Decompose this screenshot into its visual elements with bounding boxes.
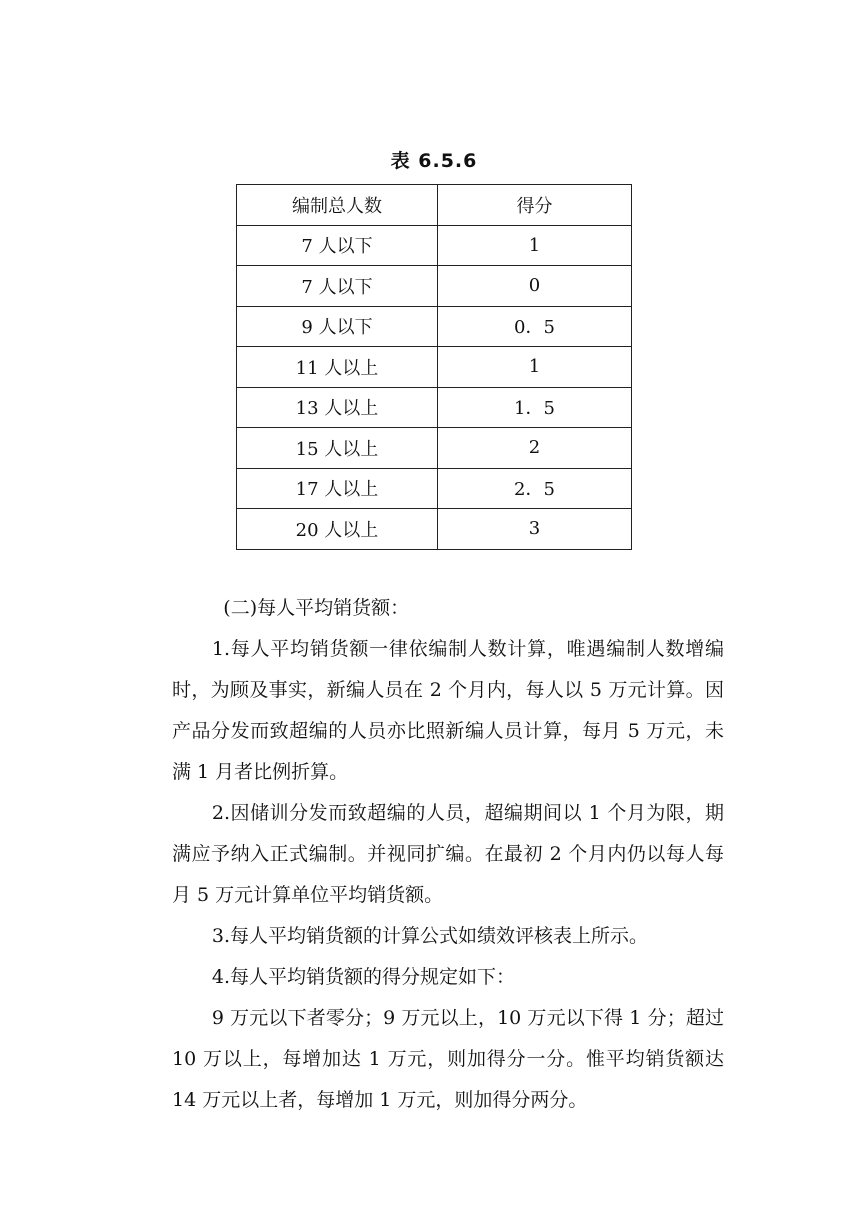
- table-row: [237, 266, 632, 307]
- table-row: [237, 387, 632, 428]
- body-text: [172, 588, 724, 1121]
- cell-headcount: 7 人以下: [237, 266, 438, 307]
- score-table: [236, 184, 632, 550]
- cell-headcount: 15 人以上: [237, 428, 438, 469]
- header-headcount: 编制总人数: [237, 185, 438, 226]
- cell-score: 1: [438, 347, 632, 388]
- table-row: [237, 225, 632, 266]
- table-row: [237, 428, 632, 469]
- paragraph-1: 1.每人平均销货额一律依编制人数计算，唯遇编制人数增编时，为顾及事实，新编人员在 2 个月内，每人以 5 万元计算。因产品分发而致超编的人员亦比照新编人员计算，每月 5 万元，未满 1 月者比例折算。: [172, 638, 724, 783]
- paragraph-2: 2.因储训分发而致超编的人员，超编期间以 1 个月为限，期满应予纳入正式编制。并视同扩编。在最初 2 个月内仍以每人每月 5 万元计算单位平均销货额。: [172, 802, 724, 906]
- section-heading: (二)每人平均销货额：: [223, 597, 410, 619]
- table-row: [237, 306, 632, 347]
- cell-headcount: 20 人以上: [237, 509, 438, 550]
- table-row: [237, 347, 632, 388]
- table-row: [237, 509, 632, 550]
- cell-score: 2．5: [438, 468, 632, 509]
- header-score: 得分: [438, 185, 632, 226]
- paragraph-3: 3.每人平均销货额的计算公式如绩效评核表上所示。: [211, 925, 649, 947]
- cell-score: 0: [438, 266, 632, 307]
- table-caption: 表 6.5.6: [390, 150, 478, 172]
- cell-score: 3: [438, 509, 632, 550]
- cell-headcount: 13 人以上: [237, 387, 438, 428]
- cell-score: 0．5: [438, 306, 632, 347]
- cell-headcount: 7 人以下: [237, 225, 438, 266]
- table-row: [237, 468, 632, 509]
- table-header-row: [237, 185, 632, 226]
- cell-headcount: 11 人以上: [237, 347, 438, 388]
- cell-score: 2: [438, 428, 632, 469]
- cell-score: 1: [438, 225, 632, 266]
- paragraph-5: 9 万元以下者零分；9 万元以上，10 万元以下得 1 分；超过 10 万以上，每增加达 1 万元，则加得分一分。惟平均销货额达 14 万元以上者，每增加 1 万元，则加得分两分。: [172, 1007, 724, 1111]
- cell-headcount: 9 人以下: [237, 306, 438, 347]
- paragraph-4: 4.每人平均销货额的得分规定如下：: [211, 966, 516, 988]
- cell-headcount: 17 人以上: [237, 468, 438, 509]
- cell-score: 1．5: [438, 387, 632, 428]
